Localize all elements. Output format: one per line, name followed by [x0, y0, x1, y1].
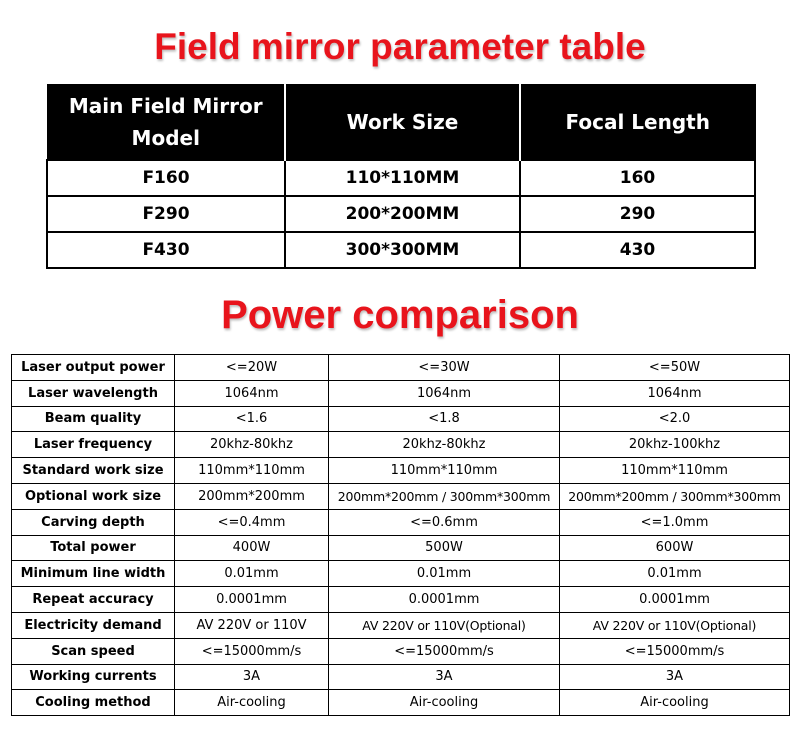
cell-focal-length: 290 — [520, 196, 755, 232]
field-mirror-title: Field mirror parameter table — [154, 26, 646, 67]
table-header-row — [47, 85, 755, 161]
value-50w: 0.01mm — [560, 561, 790, 587]
spec-label: Minimum line width — [12, 561, 175, 587]
table-row — [12, 380, 790, 406]
value-30w: 110mm*110mm — [329, 458, 560, 484]
table-row — [12, 664, 790, 690]
value-30w: 200mm*200mm / 300mm*300mm — [329, 483, 560, 509]
value-50w: <=50W — [560, 355, 790, 381]
power-comparison-title: Power comparison — [221, 293, 579, 337]
value-50w: 110mm*110mm — [560, 458, 790, 484]
value-20w: 0.0001mm — [175, 587, 329, 613]
value-20w: 20khz-80khz — [175, 432, 329, 458]
value-50w: 0.0001mm — [560, 587, 790, 613]
column-header-model: Main Field Mirror Model — [47, 85, 285, 161]
value-20w: 3A — [175, 664, 329, 690]
value-50w: 3A — [560, 664, 790, 690]
table-row — [12, 587, 790, 613]
table-row — [47, 232, 755, 268]
table-row — [12, 535, 790, 561]
value-50w: <2.0 — [560, 406, 790, 432]
column-header-work-size: Work Size — [285, 85, 520, 161]
spec-label: Optional work size — [12, 483, 175, 509]
value-50w: 200mm*200mm / 300mm*300mm — [560, 483, 790, 509]
spec-label: Scan speed — [12, 638, 175, 664]
value-30w: <1.8 — [329, 406, 560, 432]
spec-label: Laser wavelength — [12, 380, 175, 406]
cell-work-size: 300*300MM — [285, 232, 520, 268]
spec-label: Laser frequency — [12, 432, 175, 458]
spec-label: Carving depth — [12, 509, 175, 535]
value-30w: <=0.6mm — [329, 509, 560, 535]
value-20w: AV 220V or 110V — [175, 612, 329, 638]
table-row — [12, 406, 790, 432]
value-20w: <1.6 — [175, 406, 329, 432]
cell-work-size: 200*200MM — [285, 196, 520, 232]
value-30w: 20khz-80khz — [329, 432, 560, 458]
table-row — [12, 509, 790, 535]
spec-label: Total power — [12, 535, 175, 561]
value-30w: 500W — [329, 535, 560, 561]
cell-work-size: 110*110MM — [285, 160, 520, 196]
cell-focal-length: 160 — [520, 160, 755, 196]
value-50w: <=1.0mm — [560, 509, 790, 535]
value-20w: <=0.4mm — [175, 509, 329, 535]
table-row — [12, 638, 790, 664]
cell-model: F290 — [47, 196, 285, 232]
table-row — [12, 612, 790, 638]
value-30w: AV 220V or 110V(Optional) — [329, 612, 560, 638]
value-50w: <=15000mm/s — [560, 638, 790, 664]
table-row — [12, 690, 790, 716]
value-20w: <=20W — [175, 355, 329, 381]
value-50w: Air-cooling — [560, 690, 790, 716]
spec-label: Electricity demand — [12, 612, 175, 638]
value-30w: <=15000mm/s — [329, 638, 560, 664]
value-20w: 400W — [175, 535, 329, 561]
table-row — [12, 483, 790, 509]
table-row — [12, 355, 790, 381]
spec-label: Standard work size — [12, 458, 175, 484]
table-row — [12, 561, 790, 587]
power-comparison-table — [11, 354, 790, 716]
table-row — [47, 196, 755, 232]
value-30w: 1064nm — [329, 380, 560, 406]
cell-model: F160 — [47, 160, 285, 196]
spec-label: Laser output power — [12, 355, 175, 381]
value-30w: Air-cooling — [329, 690, 560, 716]
column-header-focal-length: Focal Length — [520, 85, 755, 161]
table-row — [12, 458, 790, 484]
value-30w: 3A — [329, 664, 560, 690]
cell-focal-length: 430 — [520, 232, 755, 268]
table-row — [12, 432, 790, 458]
value-20w: 110mm*110mm — [175, 458, 329, 484]
spec-label: Beam quality — [12, 406, 175, 432]
value-20w: 1064nm — [175, 380, 329, 406]
value-50w: 600W — [560, 535, 790, 561]
value-30w: <=30W — [329, 355, 560, 381]
spec-label: Repeat accuracy — [12, 587, 175, 613]
value-20w: 200mm*200mm — [175, 483, 329, 509]
value-50w: AV 220V or 110V(Optional) — [560, 612, 790, 638]
value-20w: <=15000mm/s — [175, 638, 329, 664]
field-mirror-table — [46, 84, 756, 269]
spec-label: Working currents — [12, 664, 175, 690]
value-30w: 0.0001mm — [329, 587, 560, 613]
cell-model: F430 — [47, 232, 285, 268]
spec-label: Cooling method — [12, 690, 175, 716]
value-20w: Air-cooling — [175, 690, 329, 716]
table-row — [47, 160, 755, 196]
value-50w: 1064nm — [560, 380, 790, 406]
value-50w: 20khz-100khz — [560, 432, 790, 458]
value-30w: 0.01mm — [329, 561, 560, 587]
value-20w: 0.01mm — [175, 561, 329, 587]
